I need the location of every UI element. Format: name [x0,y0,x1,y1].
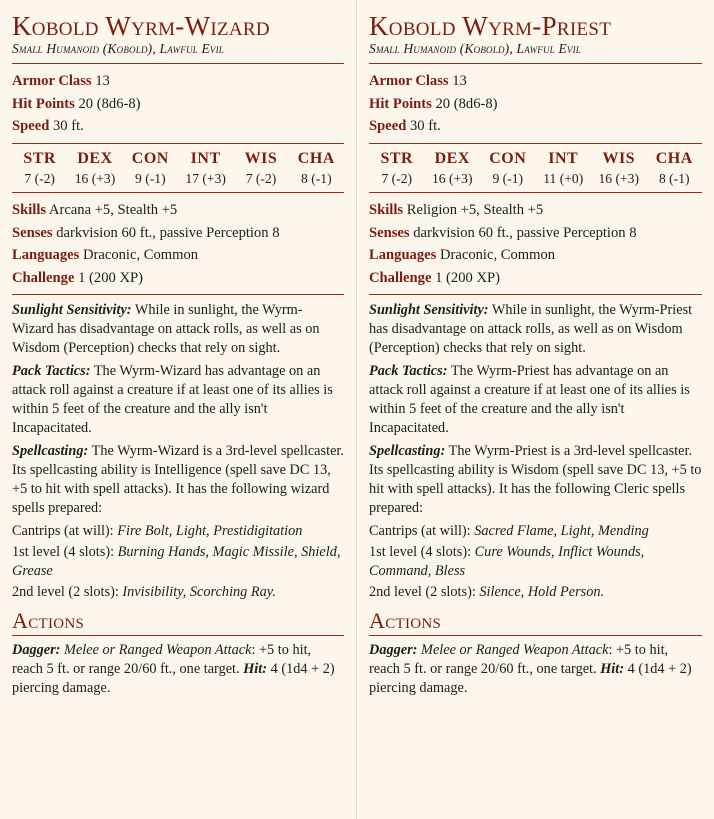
trait-text: The Wyrm-Priest has advantage on an attack roll against a creature if at least one of its allies is within 5 feet of the creature and the ally isn't Incapacitated. [369,363,690,437]
languages-label: Languages [12,247,80,264]
hit-points-value: 20 (8d6-8) [78,95,141,112]
trait-name: Sunlight Sensitivity: [12,302,132,319]
spell-list: Silence, Hold Person. [479,584,605,601]
senses-line [369,222,702,245]
languages-line [12,244,344,267]
traits-list [369,301,702,602]
trait-text: The Wyrm-Wizard is a 3rd-level spellcaster. Its spellcasting ability is Intelligence (spell save DC 13, +5 to hit with spell attacks). It has the following wizard spells prepared: [12,443,344,517]
spell-line-2nd [12,583,344,602]
armor-class-value: 13 [95,73,110,90]
spell-list: Cure Wounds, Inflict Wounds, Command, Bless [369,544,645,580]
action-damage: 4 (1d4 + 2) piercing damage. [369,661,692,697]
senses-value: darkvision 60 ft., passive Perception 8 [56,224,280,241]
speed-value: 30 ft. [409,118,441,135]
languages-line [369,244,702,267]
trait-name: Spellcasting: [369,443,446,460]
skills-label: Skills [369,201,404,218]
spell-line-2nd [369,583,702,602]
divider [12,143,344,144]
trait-sunlight-sensitivity [12,301,344,358]
creature-name: Kobold Wyrm-Wizard [12,11,270,41]
spell-level-label: Cantrips (at will): [369,523,475,540]
hit-points-line [12,93,344,116]
ability-label-int: INT [190,149,221,167]
trait-text: The Wyrm-Wizard has advantage on an attack roll against a creature if at least one of its allies is within 5 feet of the creature and the ally isn't Incapacitated. [12,363,333,437]
ability-value-int: 11 (+0) [543,170,584,186]
hit-label: Hit: [243,661,268,678]
actions-heading: Actions [12,608,85,634]
hit-points-label: Hit Points [369,95,432,112]
spell-line-1st [12,543,344,581]
languages-value: Draconic, Common [82,247,199,264]
statblock-kobold-wyrm-priest [357,0,714,819]
divider [369,635,702,636]
ability-value-cha: 8 (-1) [658,170,690,186]
ability-label-wis: WIS [602,149,636,167]
spell-list: Burning Hands, Magic Missile, Shield, Grease [12,544,341,580]
action-attack-type: Melee or Ranged Weapon Attack [64,642,252,659]
ability-label-con: CON [131,149,169,167]
ability-label-dex: DEX [434,149,470,167]
challenge-label: Challenge [369,269,432,286]
spell-list: Sacred Flame, Light, Mending [474,523,649,540]
senses-label: Senses [369,224,410,241]
ability-label-str: STR [380,149,414,167]
trait-name: Sunlight Sensitivity: [369,302,489,319]
languages-label: Languages [369,247,437,264]
trait-text: The Wyrm-Priest is a 3rd-level spellcaster. Its spellcasting ability is Wisdom (spell save DC 13, +5 to hit with spell attacks). It has the following Cleric spells prepared: [369,443,702,517]
ability-label-str: STR [23,149,56,167]
spell-level-label: 2nd level (2 slots): [12,584,123,601]
ability-value-con: 9 (-1) [492,170,524,186]
creature-type-line: Small Humanoid (Kobold), Lawful Evil [12,41,224,57]
trait-pack-tactics [12,362,344,438]
divider [369,192,702,193]
trait-spellcasting [369,442,702,518]
action-attack-type: Melee or Ranged Weapon Attack [421,642,609,659]
challenge-label: Challenge [12,269,75,286]
spell-list: Invisibility, Scorching Ray. [122,584,276,601]
ability-value-str: 7 (-2) [381,170,413,186]
creature-type-line: Small Humanoid (Kobold), Lawful Evil [369,41,581,57]
divider [12,294,344,295]
divider [12,635,344,636]
languages-value: Draconic, Common [439,247,556,264]
speed-line [369,115,702,138]
senses-line [12,222,344,245]
traits-list [12,301,344,602]
divider [12,63,344,64]
trait-name: Spellcasting: [12,443,89,460]
ability-value-wis: 16 (+3) [598,170,639,186]
ability-value-cha: 8 (-1) [301,170,332,186]
spell-line-cantrips [12,522,344,541]
ability-value-wis: 7 (-2) [245,170,277,186]
spell-line-1st [369,543,702,581]
actions-heading: Actions [369,608,442,634]
spell-level-label: 2nd level (2 slots): [369,584,480,601]
ability-value-dex: 16 (+3) [431,170,473,186]
action-damage: 4 (1d4 + 2) piercing damage. [12,661,335,697]
hit-points-label: Hit Points [12,95,75,112]
action-name: Dagger: [12,642,61,659]
senses-label: Senses [12,224,53,241]
spell-list: Fire Bolt, Light, Prestidigitation [117,523,303,540]
action-text: : +5 to hit, reach 5 ft. or range 20/60 ft., one target. [12,642,312,678]
skills-line [369,199,702,222]
speed-line [12,115,344,138]
action-dagger [369,641,702,698]
armor-class-value: 13 [452,73,467,90]
divider [369,143,702,144]
speed-label: Speed [369,118,407,135]
ability-table [12,150,344,187]
armor-class-line [369,70,702,93]
ability-label-cha: CHA [297,149,335,167]
spell-level-label: 1st level (4 slots): [12,544,118,561]
spell-line-cantrips [369,522,702,541]
ability-value-con: 9 (-1) [135,170,166,186]
divider [12,192,344,193]
trait-text: While in sunlight, the Wyrm-Wizard has disadvantage on attack rolls, as well as on Wisdom (Perception) checks that rely on sight. [12,302,320,357]
ability-label-con: CON [489,149,527,167]
action-text: : +5 to hit, reach 5 ft. or range 20/60 ft., one target. [369,642,669,678]
trait-name: Pack Tactics: [12,363,91,380]
hit-points-line [369,93,702,116]
spell-level-label: Cantrips (at will): [12,523,118,540]
armor-class-label: Armor Class [12,73,92,90]
challenge-line [369,267,702,290]
trait-pack-tactics [369,362,702,438]
ability-value-dex: 16 (+3) [74,170,116,186]
ability-label-cha: CHA [655,149,693,167]
trait-sunlight-sensitivity [369,301,702,358]
armor-class-line [12,70,344,93]
hit-points-value: 20 (8d6-8) [435,95,498,112]
challenge-value: 1 (200 XP) [435,269,500,286]
senses-value: darkvision 60 ft., passive Perception 8 [413,224,637,241]
ability-label-int: INT [548,149,579,167]
ability-table [369,150,702,187]
skills-line [12,199,344,222]
ability-value-int: 17 (+3) [185,170,226,186]
skills-value: Religion +5, Stealth +5 [406,201,544,218]
action-name: Dagger: [369,642,418,659]
trait-text: While in sunlight, the Wyrm-Priest has disadvantage on attack rolls, as well as on Wisdom (Perception) checks that rely on sight. [369,302,693,357]
skills-label: Skills [12,201,47,218]
skills-value: Arcana +5, Stealth +5 [48,201,178,218]
ability-value-str: 7 (-2) [24,170,55,186]
challenge-line [12,267,344,290]
trait-name: Pack Tactics: [369,363,448,380]
hit-label: Hit: [600,661,625,678]
ability-label-dex: DEX [77,149,113,167]
creature-name: Kobold Wyrm-Priest [369,11,612,41]
armor-class-label: Armor Class [369,73,449,90]
spell-level-label: 1st level (4 slots): [369,544,475,561]
speed-value: 30 ft. [52,118,84,135]
speed-label: Speed [12,118,50,135]
action-dagger [12,641,344,698]
trait-spellcasting [12,442,344,518]
ability-label-wis: WIS [244,149,278,167]
challenge-value: 1 (200 XP) [78,269,143,286]
divider [369,294,702,295]
divider [369,63,702,64]
